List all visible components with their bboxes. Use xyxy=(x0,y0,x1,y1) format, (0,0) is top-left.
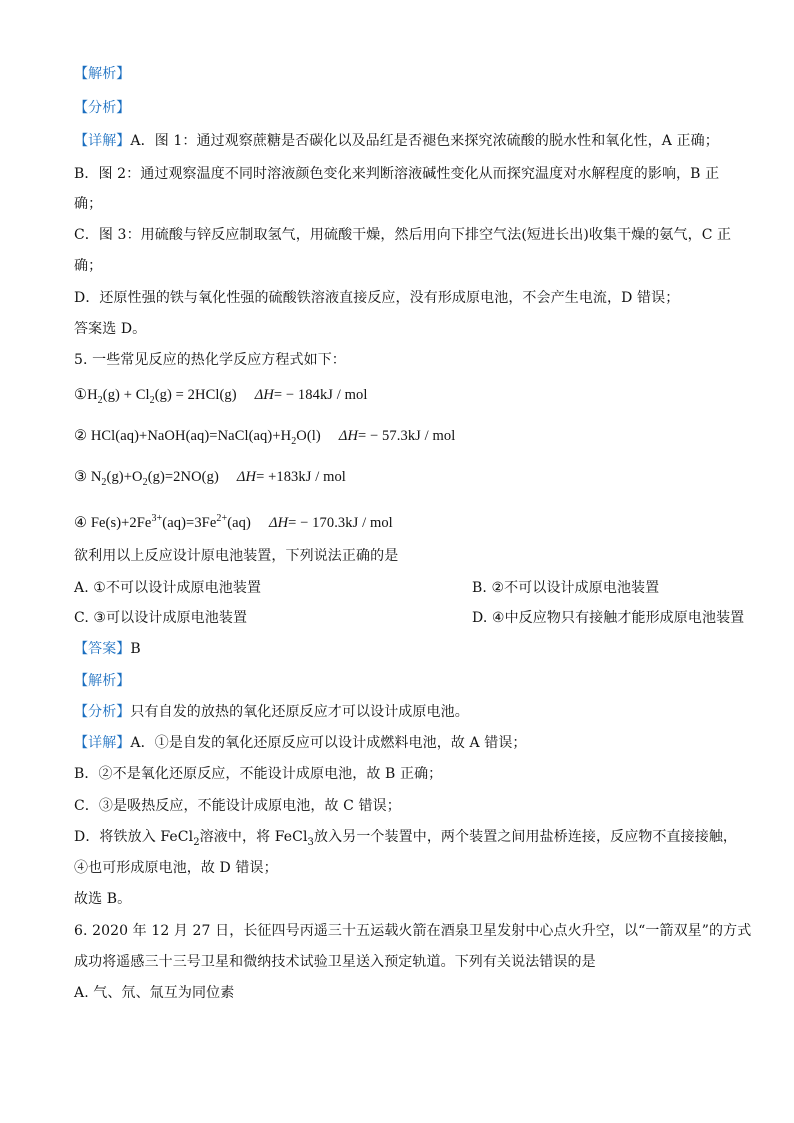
option-row-2 xyxy=(74,608,745,628)
detail-row-d-cont: ④也可形成原电池，故 D 错误； xyxy=(74,860,278,876)
question-6-option-a: A. 气、氘、氚互为同位素 xyxy=(74,985,235,1001)
equation-1: $①H_2(g) + Cl_2(g) = 2HCl(g) \Delta H= - 184kJ$ / mol xyxy=(74,387,368,406)
answer-value: B xyxy=(130,641,141,657)
analysis-sub-heading: 【分析】 xyxy=(74,100,131,116)
question-5-stem: 欲利用以上反应设计原电池装置，下列说法正确的是 xyxy=(74,548,399,564)
explanation-line-b: B．图 2：通过观察温度不同时溶液颜色变化来判断溶液碱性变化从而探究温度对水解程度的影响，B 正 xyxy=(74,166,720,182)
option-a: A. ①不可以设计成原电池装置 xyxy=(74,580,262,596)
analysis-heading: 【解析】 xyxy=(74,66,131,82)
answer-line: 答案选 D。 xyxy=(74,321,147,337)
explanation-line-a: 【详解】A．图 1：通过观察蔗糖是否碳化以及品红是否褪色来探究浓硫酸的脱水性和氧化性，A 正确； xyxy=(74,133,719,149)
question-6-line-2: 成功将遥感三十三号卫星和微纳技术试验卫星送入预定轨道。下列有关说法错误的是 xyxy=(74,954,596,970)
detail-row-d: D．将铁放入 FeCl$_2$溶液中，将 FeCl$_3$放入另一个装置中，两个装置之间用盐桥连接，反应物不直接接触， xyxy=(74,829,738,848)
analysis-row: 【分析】只有自发的放热的氧化还原反应才可以设计成原电池。 xyxy=(74,704,469,720)
option-d: D. ④中反应物只有接触才能形成原电池装置 xyxy=(472,610,745,626)
equation-2: ② $HCl(aq)+NaOH(aq)=NaCl(aq)+H_2O(l) \Delta H= - 57.3kJ$ / mol xyxy=(74,428,456,447)
final-answer: 故选 B。 xyxy=(74,891,132,907)
option-b: B. ②不可以设计成原电池装置 xyxy=(472,580,660,596)
question-6-line-1: 6. 2020 年 12 月 27 日，长征四号丙遥三十五运载火箭在酒泉卫星发射中心点火升空，以“一箭双星”的方式 xyxy=(74,923,752,939)
answer-tag: 【答案】 xyxy=(74,641,131,657)
detail-row-a: 【详解】A．①是自发的氧化还原反应可以设计成燃料电池，故 A 错误； xyxy=(74,735,527,751)
detail-tag: 【详解】 xyxy=(74,133,131,149)
equation-3: ③ $N_2(g)+O_2(g)=2NO(g)$ ΔH= +183kJ / mol xyxy=(74,469,346,488)
analysis-heading-2: 【解析】 xyxy=(74,673,131,689)
explanation-line-d: D．还原性强的铁与氧化性强的硫酸铁溶液直接反应，没有形成原电池，不会产生电流，D 错误； xyxy=(74,290,680,306)
option-c: C. ③可以设计成原电池装置 xyxy=(74,610,248,626)
question-5-title: 5. 一些常见反应的热化学反应方程式如下： xyxy=(74,352,346,368)
equation-4: ④ $Fe(s)+2Fe^{3+}(aq)=3Fe^{2+}(aq) \Delta H= - 170.3kJ$ / mol xyxy=(74,513,393,531)
detail-row-c: C．③是吸热反应，不能设计成原电池，故 C 错误； xyxy=(74,798,401,814)
explanation-line-c-cont: 确； xyxy=(74,258,103,274)
answer-row xyxy=(74,639,724,659)
detail-row-b: B．②不是氧化还原反应，不能设计成原电池，故 B 正确； xyxy=(74,766,443,782)
option-row-1 xyxy=(74,578,724,598)
explanation-line-b-cont: 确； xyxy=(74,196,103,212)
explanation-line-c: C．图 3：用硫酸与锌反应制取氢气，用硫酸干燥，然后用向下排空气法(短进长出)收集干燥的氨气，C 正 xyxy=(74,227,732,243)
